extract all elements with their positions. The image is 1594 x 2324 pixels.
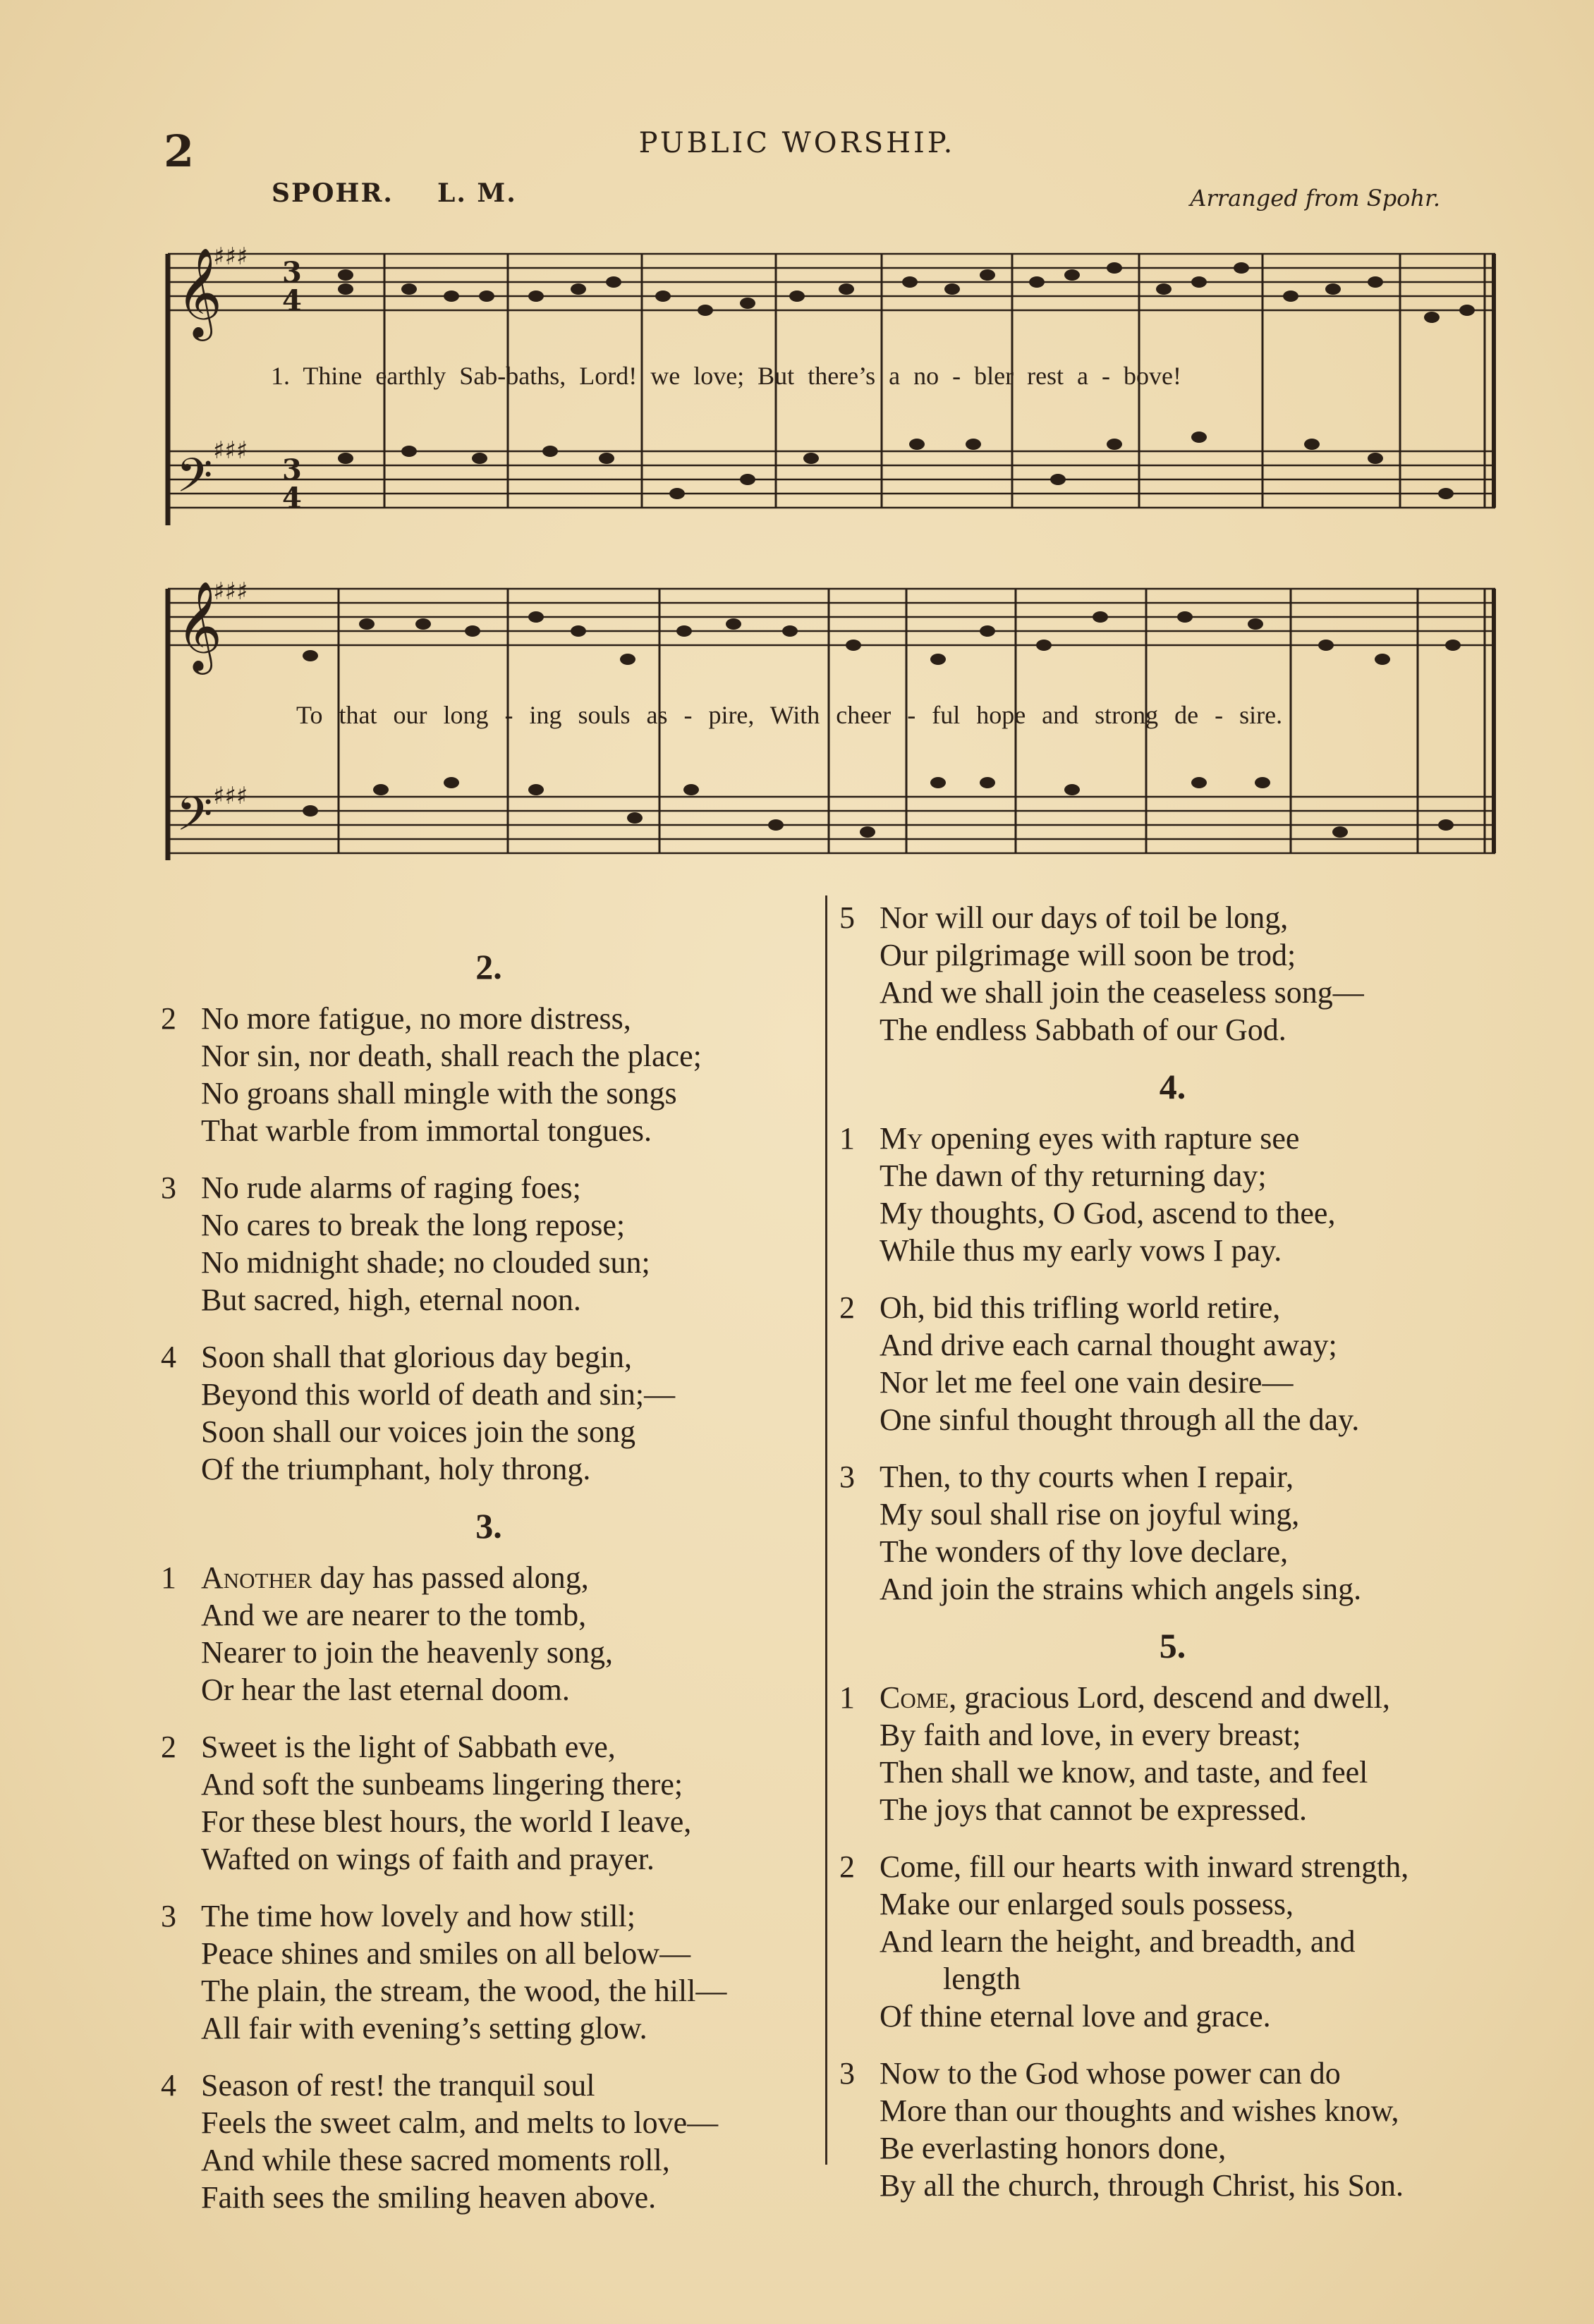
verse-line: Nor sin, nor death, shall reach the place; (201, 1039, 702, 1073)
verse-line: No more fatigue, no more distress, (201, 1001, 631, 1036)
verse-line: My thoughts, O God, ascend to thee, (880, 1196, 1336, 1230)
stanza (161, 1897, 817, 2047)
verse-line: By all the church, through Christ, his Son. (880, 2168, 1404, 2203)
running-head: PUBLIC WORSHIP. (638, 127, 956, 159)
verse-line: Nor let me feel one vain desire— (880, 1365, 1294, 1400)
verse-line: Nor will our days of toil be long, (880, 900, 1289, 935)
verse-number: 2 (161, 1730, 176, 1764)
verse-number: 3 (839, 2056, 855, 2091)
verse-line: No cares to break the long repose; (201, 1208, 626, 1242)
verse-line: Be everlasting honors done, (880, 2131, 1227, 2165)
verse-line: Oh, bid this trifling world retire, (880, 1290, 1281, 1325)
stanza (161, 1169, 817, 1319)
verse-line: And drive each carnal thought away; (880, 1328, 1337, 1362)
hymn-number: 3. (475, 1506, 502, 1546)
verse-number: 1 (839, 1680, 855, 1715)
right-column (839, 899, 1506, 2224)
verse-line (880, 1679, 1506, 1716)
verse-line: And while these sacred moments roll, (201, 2143, 670, 2177)
verse-line: Make our enlarged souls possess, (880, 1887, 1294, 1921)
verse-line-rest: day has passed along, (312, 1560, 589, 1595)
verse-number: 2 (161, 1001, 176, 1036)
verse-line (201, 1559, 817, 1596)
verse-line: My soul shall rise on joyful wing, (880, 1497, 1300, 1531)
verse-line: Of thine eternal love and grace. (880, 1999, 1271, 2034)
verse-line: One sinful thought through all the day. (880, 1402, 1360, 1437)
stanza (839, 2055, 1506, 2204)
stanza (839, 1848, 1506, 2035)
svg-text:4: 4 (282, 482, 302, 515)
verse-line-rest: gracious Lord, descend and dwell, (956, 1680, 1390, 1715)
verse-line: By faith and love, in every breast; (880, 1718, 1301, 1752)
verse-line: length (943, 1962, 1021, 1996)
verse-line: And join the strains which angels sing. (880, 1572, 1362, 1606)
meter: L. M. (437, 178, 517, 208)
verse-line: The joys that cannot be expressed. (880, 1792, 1308, 1827)
stanza (161, 1000, 817, 1149)
verse-number: 1 (161, 1560, 176, 1595)
verse-line: Then, to thy courts when I repair, (880, 1460, 1294, 1494)
arranged-from: Arranged from Spohr. (1190, 185, 1440, 212)
verse-line: Soon shall our voices join the song (201, 1414, 635, 1449)
verse-line: For these blest hours, the world I leave, (201, 1804, 692, 1839)
verse-number: 3 (161, 1170, 176, 1205)
music-score (0, 0, 1594, 888)
verse-line: All fair with evening’s setting glow. (201, 2011, 647, 2045)
stanza (839, 1458, 1506, 1608)
stanza (161, 2067, 817, 2216)
verse-line: Then shall we know, and taste, and feel (880, 1755, 1368, 1790)
verse-number: 3 (161, 1899, 176, 1933)
svg-text:♯♯♯: ♯♯♯ (213, 243, 248, 271)
verse-line: No rude alarms of raging foes; (201, 1170, 581, 1205)
verse-line: The time how lovely and how still; (201, 1899, 635, 1933)
stanza (839, 1679, 1506, 1828)
verse-line: Or hear the last eternal doom. (201, 1672, 570, 1707)
verse-line: Wafted on wings of faith and prayer. (201, 1842, 655, 1876)
verse-line: And learn the height, and breadth, and (880, 1924, 1356, 1959)
stanza (161, 1728, 817, 1878)
verse-number: 2 (839, 1849, 855, 1884)
column-divider (825, 895, 827, 2165)
bass-clef-icon: 𝄢 (176, 787, 213, 852)
first-word: Come, (880, 1680, 957, 1715)
stanza (839, 899, 1506, 1048)
svg-text:♯♯♯: ♯♯♯ (213, 436, 248, 465)
verse-number: 4 (161, 2068, 176, 2103)
verse-line: Our pilgrimage will soon be trod; (880, 938, 1296, 972)
verse-line: The wonders of thy love declare, (880, 1534, 1289, 1569)
verse-line: And soft the sunbeams lingering there; (201, 1767, 683, 1802)
hymn-number: 2. (475, 947, 502, 986)
treble-clef-icon: 𝄞 (176, 247, 223, 337)
verse-line: Beyond this world of death and sin;— (201, 1377, 676, 1412)
verse-number: 1 (839, 1121, 855, 1156)
verse-line: That warble from immortal tongues. (201, 1113, 652, 1148)
verse-number: 5 (839, 900, 855, 935)
verse-line: But sacred, high, eternal noon. (201, 1283, 581, 1317)
verse-line: Feels the sweet calm, and melts to love— (201, 2105, 719, 2140)
treble-staff-2 (168, 589, 1495, 645)
svg-text:4: 4 (282, 284, 302, 317)
verse-line: Soon shall that glorious day begin, (201, 1340, 633, 1374)
hymn-number: 4. (1159, 1067, 1186, 1106)
verse-line: No midnight shade; no clouded sun; (201, 1245, 650, 1280)
verse-line: The plain, the stream, the wood, the hill— (201, 1974, 727, 2008)
verse-line: Nearer to join the heavenly song, (201, 1635, 614, 1670)
svg-text:3: 3 (282, 256, 302, 289)
treble-clef-icon: 𝄞 (176, 580, 223, 671)
verse-line: Of the triumphant, holy throng. (201, 1452, 591, 1486)
verse-line (880, 1120, 1506, 1157)
svg-text:♯♯♯: ♯♯♯ (213, 782, 248, 810)
verse-line: Now to the God whose power can do (880, 2056, 1341, 2091)
first-word: My (880, 1121, 923, 1156)
treble-staff-1 (168, 254, 1495, 310)
verse-number: 4 (161, 1340, 176, 1374)
verse-line: The dawn of thy returning day; (880, 1158, 1267, 1193)
verse-number: 2 (839, 1290, 855, 1325)
stanza (161, 1338, 817, 1488)
stanza (839, 1120, 1506, 1269)
bass-staff-2 (168, 797, 1495, 853)
stanza (839, 1289, 1506, 1438)
verse-line: The endless Sabbath of our God. (880, 1013, 1286, 1047)
svg-text:♯♯♯: ♯♯♯ (213, 577, 248, 606)
verse-line: Faith sees the smiling heaven above. (201, 2180, 657, 2215)
tune-name: SPOHR. (272, 178, 394, 208)
svg-text:3: 3 (282, 453, 302, 487)
stanza (161, 1559, 817, 1708)
verse-line-rest: opening eyes with rapture see (923, 1121, 1300, 1156)
bass-staff-1 (168, 451, 1495, 508)
verse-line: More than our thoughts and wishes know, (880, 2093, 1399, 2128)
page-number: 2 (164, 126, 195, 177)
verse-line: And we shall join the ceaseless song— (880, 975, 1364, 1010)
verse-line: And we are nearer to the tomb, (201, 1598, 587, 1632)
verse-line: No groans shall mingle with the songs (201, 1076, 677, 1111)
lyric-line-2: To that our long - ing souls as - pire, With cheer - ful hope and strong de - sire. (296, 701, 1283, 729)
verse-line: Season of rest! the tranquil soul (201, 2068, 595, 2103)
verse-line: Come, fill our hearts with inward strength, (880, 1849, 1409, 1884)
verse-line: Peace shines and smiles on all below— (201, 1936, 691, 1971)
hymn-number: 5. (1159, 1626, 1186, 1665)
verse-line: Sweet is the light of Sabbath eve, (201, 1730, 616, 1764)
lyric-line-1: 1. Thine earthly Sab-baths, Lord! we love; But there’s a no - bler rest a - bove! (271, 362, 1181, 390)
verse-number: 3 (839, 1460, 855, 1494)
left-column (161, 948, 817, 2236)
verse-line: While thus my early vows I pay. (880, 1233, 1282, 1268)
first-word: Another (201, 1560, 312, 1595)
bass-clef-icon: 𝄢 (176, 448, 213, 514)
